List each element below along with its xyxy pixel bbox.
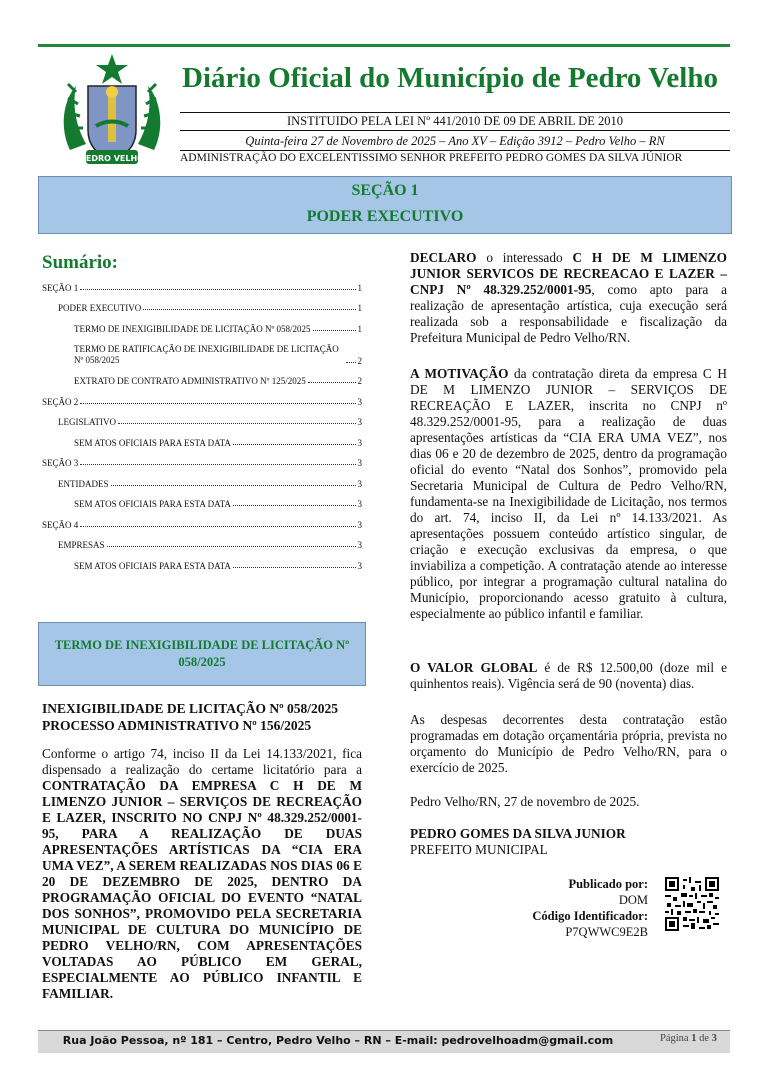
- toc-item[interactable]: LEGISLATIVO 3: [58, 417, 362, 427]
- termo-object: CONTRATAÇÃO DA EMPRESA C H DE M LIMENZO JUNIOR – SERVIÇOS DE RECREAÇÃO E LAZER, INSCRITO NO CNPJ Nº 48.329.252/0001-95, PARA A REALIZAÇÃO DE DUAS APRESENTAÇÕES ARTÍSTICAS DA “CIA ERA UMA VEZ”, A SEREM REALIZADAS NOS DIAS 06 E 20 DE DEZEMBRO DE 2025, DENTRO DA PROGRAMAÇÃO OFICIAL DO EVENTO “NATAL DOS SONHOS”, PROMOVIDO PELA SECRETARIA MUNICIPAL DE CULTURA DO MUNICÍPIO DE PEDRO VELHO/RN, COM APRESENTAÇÕES VOLTADAS AO PÚBLICO EM GERAL, ESPECIALMENTE AO PÚBLICO INFANTIL E FAMILIAR.: [42, 778, 362, 1001]
- published-by-label: Publicado por:: [568, 877, 648, 891]
- value-paragraph: O VALOR GLOBAL é de R$ 12.500,00 (doze mil e quinhentos reais). Vigência será de 90 (noventa) dias.: [410, 660, 727, 691]
- place-date: Pedro Velho/RN, 27 de novembro de 2025.: [410, 794, 640, 809]
- toc-item[interactable]: TERMO DE INEXIGIBILIDADE DE LICITAÇÃO Nº 058/2025 1: [74, 323, 362, 334]
- administration-line: ADMINISTRAÇÃO DO EXCELENTISSIMO SENHOR PREFEITO PEDRO GOMES DA SILVA JÚNIOR: [180, 152, 683, 164]
- toc-item[interactable]: SEÇÃO 4 3: [42, 519, 362, 530]
- edition-date-line: Quinta-feira 27 de Novembro de 2025 – Ano XV – Edição 3912 – Pedro Velho – RN: [180, 133, 730, 151]
- publication-info: [500, 876, 648, 940]
- toc-item[interactable]: SEÇÃO 3 3: [42, 458, 362, 468]
- section-header-box: [38, 176, 732, 234]
- budget-paragraph: As despesas decorrentes desta contratação estão programadas em dotação orçamentária própria, prevista no orçamento do Município de Pedro Velho/RN, para o exercício de 2025.: [410, 712, 727, 775]
- qr-code-icon[interactable]: [665, 877, 719, 931]
- code-value: P7QWWC9E2B: [565, 925, 648, 939]
- institution-law-line: INSTITUIDO PELA LEI Nº 441/2010 DE 09 DE ABRIL DE 2010: [180, 112, 730, 131]
- section-subtitle: PODER EXECUTIVO: [306, 208, 464, 225]
- toc-item[interactable]: PODER EXECUTIVO 1: [58, 303, 362, 313]
- termo-heading-2: PROCESSO ADMINISTRATIVO Nº 156/2025: [42, 718, 312, 733]
- header-top-rule: [38, 44, 730, 47]
- motivation-paragraph: A MOTIVAÇÃO da contratação direta da empresa C H DE M LIMENZO JUNIOR – SERVIÇOS DE RECREAÇÃO E LAZER, inscrita no CNPJ nº 48.329.252/0001-95, para a realização de duas apresentações artísticas da “CIA ERA UMA VEZ”, nos dias 06 e 20 de dezembro de 2025, dentro da programação oficial do evento “Natal dos Sonhos”, promovido pela Secretaria Municipal de Cultura de Pedro Velho/RN, fundamenta-se na Inexigibilidade de Licitação, nos termos do art. 74, inciso II, da Lei nº 14.133/2021. As apresentações possuem conteúdo artístico singular, de criação e execução exclusivas da empresa, o que inviabiliza a competição. A contratação atende ao interesse público, por integrar a programação cultural natalina do Município, proporcionando acesso gratuito à cultura, especialmente ao público infantil e familiar.: [410, 366, 727, 621]
- logo-text: PEDRO VELHO: [80, 154, 144, 163]
- newspaper-title: Diário Oficial do Município de Pedro Velho: [182, 62, 718, 94]
- toc-item[interactable]: SEÇÃO 2 3: [42, 396, 362, 407]
- toc-item[interactable]: EXTRATO DE CONTRATO ADMINISTRATIVO Nº 125/2025 2: [74, 376, 362, 386]
- signer-role: PREFEITO MUNICIPAL: [410, 842, 548, 857]
- signature-block: [410, 826, 727, 858]
- declaration-paragraph: DECLARO o interessado C H DE M LIMENZO JUNIOR SERVICOS DE RECREACAO E LAZER – CNPJ Nº 48.329.252/0001-95, como apto para a realização de apresentação artística, cuja execução será realizada sob a responsabilidade e fiscalização da Prefeitura Municipal de Pedro Velho/RN.: [410, 250, 728, 345]
- toc-item[interactable]: ENTIDADES 3: [58, 478, 362, 489]
- code-label: Código Identificador:: [532, 909, 648, 923]
- published-by-value: DOM: [618, 893, 648, 907]
- page-number: Página 1 de 3: [660, 1033, 717, 1044]
- termo-headings: [42, 700, 362, 734]
- toc-item[interactable]: SEÇÃO 1 1: [42, 282, 362, 293]
- municipal-coat-of-arms-logo: [56, 52, 168, 170]
- signer-name: PEDRO GOMES DA SILVA JUNIOR: [410, 826, 626, 841]
- termo-box-title: TERMO DE INEXIGIBILIDADE DE LICITAÇÃO Nº 058/2025: [54, 638, 350, 669]
- toc-item[interactable]: SEM ATOS OFICIAIS PARA ESTA DATA 3: [74, 437, 362, 448]
- termo-body: [42, 746, 362, 1002]
- termo-header-box: [38, 622, 366, 686]
- termo-heading-1: INEXIGIBILIDADE DE LICITAÇÃO Nº 058/2025: [42, 701, 339, 716]
- toc-item[interactable]: EMPRESAS 3: [58, 540, 362, 550]
- table-of-contents: [42, 272, 362, 571]
- summary-title: Sumário:: [42, 252, 118, 273]
- footer-address: Rua João Pessoa, nº 181 – Centro, Pedro Velho – RN – E-mail: pedrovelhoadm@gmail.com: [62, 1034, 614, 1047]
- toc-item[interactable]: SEM ATOS OFICIAIS PARA ESTA DATA 3: [74, 560, 362, 571]
- toc-item[interactable]: SEM ATOS OFICIAIS PARA ESTA DATA 3: [74, 499, 362, 509]
- toc-item[interactable]: TERMO DE RATIFICAÇÃO DE INEXIGIBILIDADE DE LICITAÇÃO Nº 058/2025 2: [74, 343, 362, 366]
- section-title: SEÇÃO 1: [351, 182, 419, 199]
- termo-intro: Conforme o artigo 74, inciso II da Lei 14.133/2021, fica dispensado a realização do certame licitatório para a: [42, 746, 362, 777]
